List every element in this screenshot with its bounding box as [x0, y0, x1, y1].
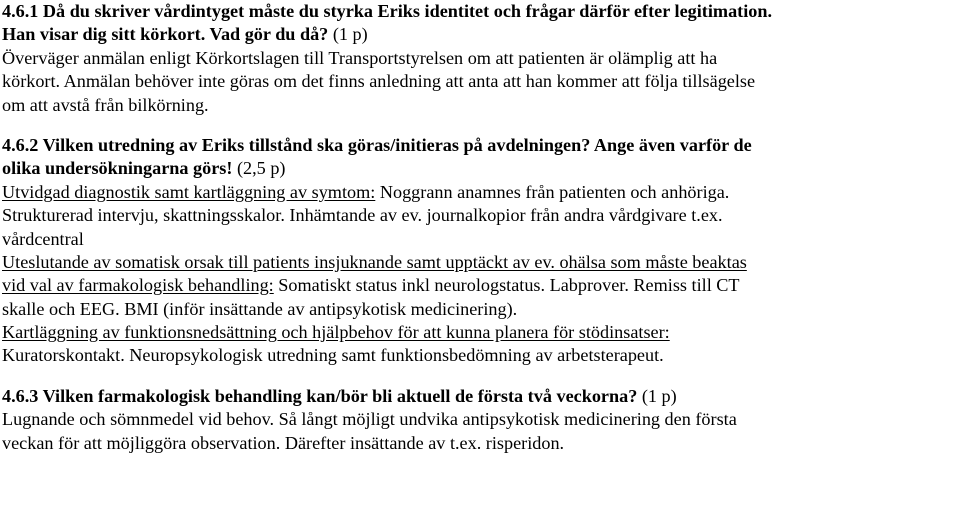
answer-4-6-1-line: körkort. Anmälan behöver inte göras om det finns anledning att anta att han kommer att följa tillsägelse: [2, 71, 756, 92]
answer-4-6-3-line: Lugnande och sömnmedel vid behov. Så långt möjligt undvika antipsykotisk medicinering den första: [2, 409, 737, 430]
document-page: [2, 0, 958, 455]
question-4-6-2-points: (2,5 p): [232, 158, 286, 179]
answer-4-6-2-line: vårdcentral: [2, 228, 84, 249]
question-4-6-1-heading-bold: Han visar dig sitt körkort. Vad gör du då?: [2, 24, 329, 45]
question-4-6-3-heading: [2, 385, 958, 408]
answer-4-6-2-line: [2, 274, 958, 297]
question-4-6-3-points: (1 p): [637, 385, 677, 406]
answer-4-6-3-line: veckan för att möjliggöra observation. Därefter insättande av t.ex. risperidon.: [2, 432, 565, 453]
answer-4-6-1-line: Överväger anmälan enligt Körkortslagen till Transportstyrelsen om att patienten är olämplig att ha: [2, 47, 718, 68]
question-4-6-1-heading-cont: [2, 23, 958, 46]
section-title-somatic: Uteslutande av somatisk orsak till patients insjuknande samt upptäckt av ev. ohälsa som måste beaktas: [2, 251, 747, 272]
question-4-6-1-heading: 4.6.1 Då du skriver vårdintyget måste du styrka Eriks identitet och frågar därför efter legitimation.: [2, 1, 773, 21]
answer-4-6-2-line: skalle och EEG. BMI (inför insättande av antipsykotisk medicinering).: [2, 298, 518, 319]
answer-4-6-1-line: om att avstå från bilkörning.: [2, 94, 209, 115]
section-text: Somatiskt status inkl neurologstatus. Labprover. Remiss till CT: [273, 275, 740, 296]
question-4-6-2-heading-bold: olika undersökningarna görs!: [2, 158, 233, 179]
section-title-diagnostics: Utvidgad diagnostik samt kartläggning av symtom:: [2, 181, 376, 202]
question-4-6-1-points: (1 p): [328, 24, 368, 45]
answer-4-6-2-line: Kuratorskontakt. Neuropsykologisk utredning samt funktionsbedömning av arbetsterapeut.: [2, 345, 664, 366]
question-4-6-3-heading-bold: 4.6.3 Vilken farmakologisk behandling kan/bör bli aktuell de första två veckorna?: [2, 385, 638, 406]
section-title-somatic-cont: vid val av farmakologisk behandling:: [2, 275, 274, 296]
question-4-6-2-heading-cont: [2, 157, 958, 180]
question-4-6-2-heading: 4.6.2 Vilken utredning av Eriks tillstånd ska göras/initieras på avdelningen? Ange även varför de: [2, 134, 752, 155]
section-text: Noggrann anamnes från patienten och anhöriga.: [375, 181, 730, 202]
answer-4-6-2-line: [2, 251, 958, 274]
section-title-function: Kartläggning av funktionsnedsättning och hjälpbehov för att kunna planera för stödinsatser:: [2, 322, 670, 343]
answer-4-6-2-line: [2, 181, 958, 204]
answer-4-6-2-line: Strukturerad intervju, skattningsskalor. Inhämtande av ev. journalkopior från andra vårdgivare t.ex.: [2, 205, 723, 226]
answer-4-6-2-line: [2, 321, 958, 344]
